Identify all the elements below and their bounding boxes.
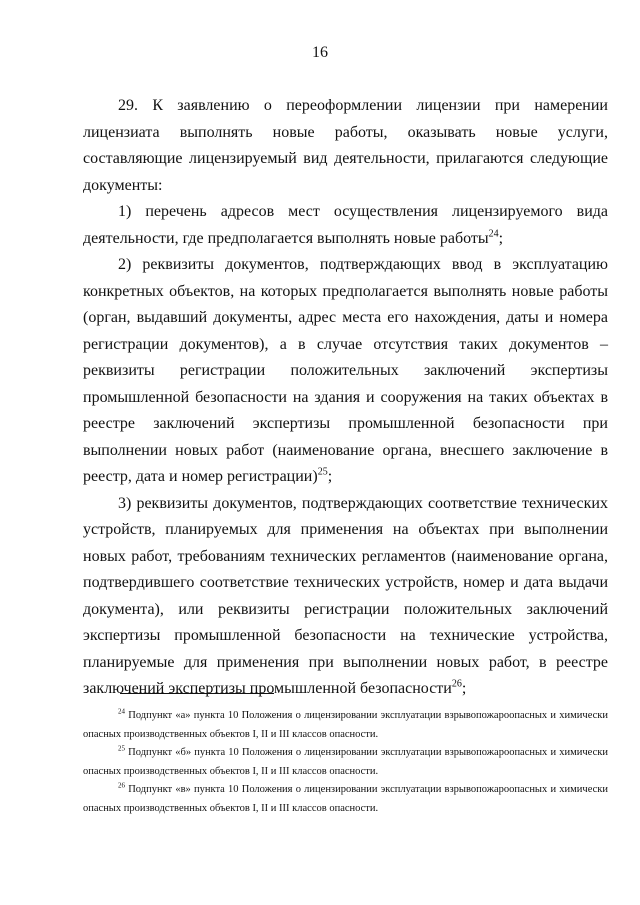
footnote-mark-24: 24 <box>118 707 125 716</box>
footnote-24-text: Подпункт «а» пункта 10 Положения о лицензировании эксплуатации взрывопожароопасных и химически опасных производственных объектов I, II и III классов опасности. <box>83 710 608 740</box>
list-item-2-tail: ; <box>327 468 333 485</box>
footnote-ref-26[interactable]: 26 <box>451 678 462 690</box>
list-item-2 <box>83 252 608 491</box>
footnote-24 <box>83 707 608 744</box>
footnote-26-text: Подпункт «в» пункта 10 Положения о лицензировании эксплуатации взрывопожароопасных и химически опасных производственных объектов I, II и III классов опасности. <box>83 784 608 814</box>
document-body <box>83 93 608 703</box>
footnote-ref-24[interactable]: 24 <box>488 228 499 240</box>
list-item-3-tail: ; <box>461 680 467 697</box>
page-number: 16 <box>312 44 328 61</box>
footnote-separator <box>120 693 274 694</box>
list-item-1-text: 1) перечень адресов мест осуществления лицензируемого вида деятельности, где предполагается выполнять новые работы <box>83 203 608 247</box>
footnote-mark-25: 25 <box>118 744 125 753</box>
list-item-2-text: 2) реквизиты документов, подтверждающих ввод в эксплуатацию конкретных объектов, на которых предполагается выполнять новые работы (орган, выдавший документы, адрес места его нахождения, даты и номера регистрации документов), а в случае отсутствия таких документов – реквизиты регистрации положительных заключений экспертизы промышленной безопасности на здания и сооружения на таких объектах в реестре заключений экспертизы промышленной безопасности при выполнении новых работ (наименование органа, внесшего заключение в реестр, дата и номер регистрации) <box>83 256 608 485</box>
footnote-mark-26: 26 <box>118 781 125 790</box>
footnote-25-text: Подпункт «б» пункта 10 Положения о лицензировании эксплуатации взрывопожароопасных и химически опасных производственных объектов I, II и III классов опасности. <box>83 747 608 777</box>
footnote-26 <box>83 781 608 818</box>
list-item-1 <box>83 199 608 252</box>
footnote-ref-25[interactable]: 25 <box>317 466 328 478</box>
list-item-3 <box>83 491 608 703</box>
footnote-25 <box>83 744 608 781</box>
paragraph-intro: 29. К заявлению о переоформлении лицензии при намерении лицензиата выполнять новые работы, оказывать новые услуги, составляющие лицензируемый вид деятельности, прилагаются следующие документы: <box>83 97 608 194</box>
list-item-1-tail: ; <box>498 229 504 247</box>
list-item-3-text: 3) реквизиты документов, подтверждающих соответствие технических устройств, планируемых для применения на объектах при выполнении новых работ, требованиям технических регламентов (наименование органа, подтвердившего соответствие технических устройств, номер и дата выдачи документа), или реквизиты регистрации положительных заключений экспертизы промышленной безопасности на технические устройства, планируемые для применения при выполнении новых работ, в реестре заключений экспертизы промышленной безопасности <box>83 494 608 697</box>
footnotes <box>83 707 608 818</box>
